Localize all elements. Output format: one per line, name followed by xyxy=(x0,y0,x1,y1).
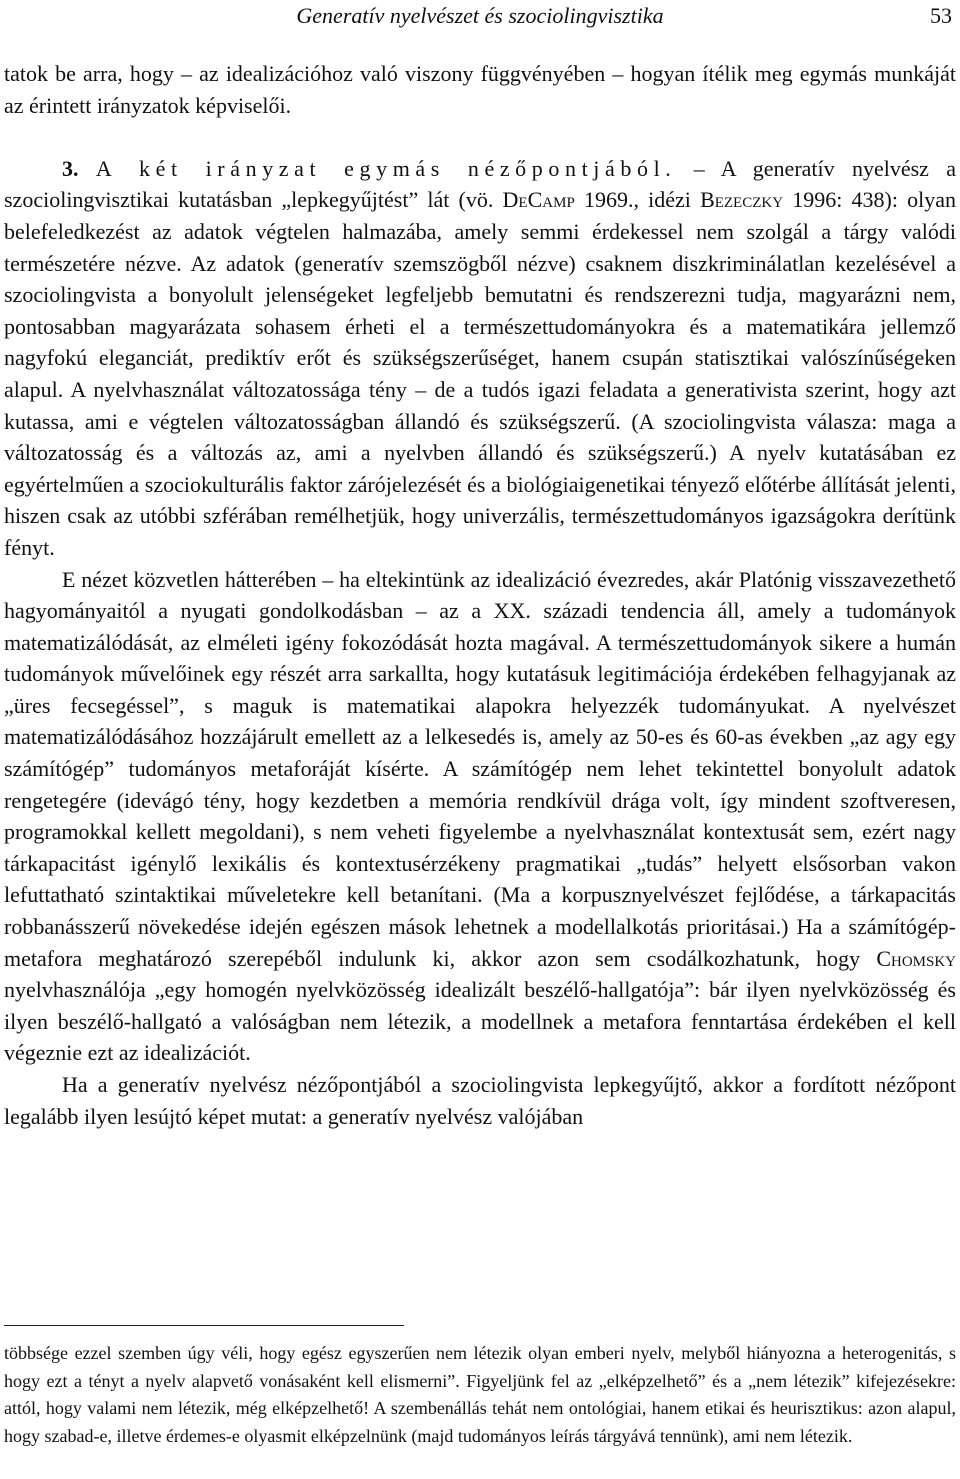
footnote: többsége ezzel szemben úgy véli, hogy egész egyszerűen nem létezik olyan emberi nyelv, melyből hiányozna a heterogenitás, s hogy ezt a tényt a nyelv alapvető vonásaként kell elismerni”. Figyeljünk fel az „elképzelhető” és a „nem létezik” kifejezésekre: attól, hogy valami nem létezik, még elképzelhető! A szembenállás tehát nem ontológiai, hanem etikai és heurisztikus: azon alapul, hogy szabad-e, illetve érdemes-e olyasmit elképzelnünk (majd tudományos leírás tárgyává tennünk), ami nem létezik. xyxy=(4,1343,956,1446)
paragraph-text: E nézet közvetlen hátterében – ha eltekintünk az idealizáció évezredes, akár Platónig visszavezethető hagyományaitól a nyugati gondolkodásban – az a XX. századi tendencia áll, amely a tudományok matematizálódását, az elméleti igény fokozódását hozta magával. A természettudományok sikere a humán tudományok művelőinek egy részét arra sarkallta, hogy kutatásuk legitimációja érdekében felhagyjanak az „üres fecsegéssel”, s maguk is matematikai alapokra helyezzék tudományukat. A nyelvészet matematizálódásához hozzájárult emellett az a lelkesedés is, amely az 50-es és 60-as években „az agy egy számítógép” tudományos metaforáját kísérte. A számítógép nem lehet tekintettel bonyolult adatok rengetegére (idevágó tény, hogy kezdetben a memória rendkívül drága volt, így mindent szoftveresen, programokkal kellett megoldani), s nem veheti figyelembe a nyelvhasználat kontextusát sem, ezért nagy tárkapacitást igénylő lexikális és kontextusérzékeny pragmatikai „tudás” helyett elsősorban vakon lefuttatható szintaktikai műveletekre kell betanítani. (Ma a korpusznyelvészet fejlődése, a tárkapacitás robbanásszerű növekedése idején egészen mások lehetnek a modellalkotás prioritásai.) Ha a számítógép-metafora meghatározó szerepéből indulunk ki, akkor azon sem csodálkozhatunk, hogy xyxy=(4,566,956,971)
paragraph-text: nyelvhasználója „egy homogén nyelvközösség idealizált beszélő-hallgatója”: bár ilyen nyelvközösség és ilyen beszélő-hallgató a valóságban nem létezik, a modellnek a metafora fenntartása érdekében el kell végeznie ezt az idealizációt. xyxy=(4,977,956,1066)
author-name: DeCamp xyxy=(502,187,575,213)
body-text xyxy=(4,58,956,1132)
running-title: Generatív nyelvészet és szociolingvisztika xyxy=(296,3,664,28)
section-number: 3. xyxy=(62,155,79,181)
paragraph xyxy=(4,1069,956,1132)
section-heading: A két irányzat egymás nézőpontjából. xyxy=(95,155,677,181)
paragraph xyxy=(4,564,956,1070)
paragraph-text: 1969., idézi xyxy=(574,187,701,213)
paragraph-continued xyxy=(4,58,956,121)
section-3-paragraph xyxy=(4,153,956,564)
author-name: Bezeczky xyxy=(700,187,784,213)
author-name: Chomsky xyxy=(876,945,956,971)
running-head xyxy=(0,2,956,30)
paragraph-text: 1996: 438): olyan belefeledkezést az adatok végtelen halmazába, amely semmi érdekessel nem szolgál a tárgy valódi természetére nézve. Az adatok (generatív szemszögből nézve) csaknem diszkriminálatlan kezelésével a szociolingvista a bonyolult jelenségeket legfeljebb bemutatni és rendszerezni tudja, magyarázni nem, pontosabban magyarázata sohasem érheti el a természettudományokra és a matematikára jellemző nagyfokú eleganciát, prediktív erőt és szükségszerűséget, hanem csupán statisztikai valószínűségeken alapul. A nyelvhasználat változatossága tény – de a tudós igazi feladata a generativista szerint, hogy azt kutassa, ami e végtelen változatosságban állandó és szükségszerű. (A szociolingvista válasza: maga a változatosság és a változás az, ami a nyelvben állandó és szükségszerű.) A nyelv kutatásában ez egyértelműen a szociokulturális faktor zárójelezését és a biológiaigenetikai tényező előtérbe állítását jelenti, hiszen csak az utóbbi szférában remélhetjük, hogy univerzális, természettudományos igazságokra derítünk fényt. xyxy=(4,187,956,560)
page-number: 53 xyxy=(930,3,952,28)
paragraph-text: tatok be arra, hogy – az idealizációhoz való viszony függvényében – hogyan ítélik meg egymás munkáját az érintett irányzatok képviselői. xyxy=(4,61,956,118)
paragraph-text: Ha a generatív nyelvész nézőpontjából a szociolingvista lepkegyűjtő, akkor a fordított nézőpont legalább ilyen lesújtó képet mutat: a generatív nyelvész valójában xyxy=(4,1072,956,1129)
paragraph-text: – A generatív nyelvész a szociolingvisztikai kutatásban „lepkegyűjtést” lát (vö. xyxy=(4,155,956,213)
footnote-divider xyxy=(4,1325,404,1326)
